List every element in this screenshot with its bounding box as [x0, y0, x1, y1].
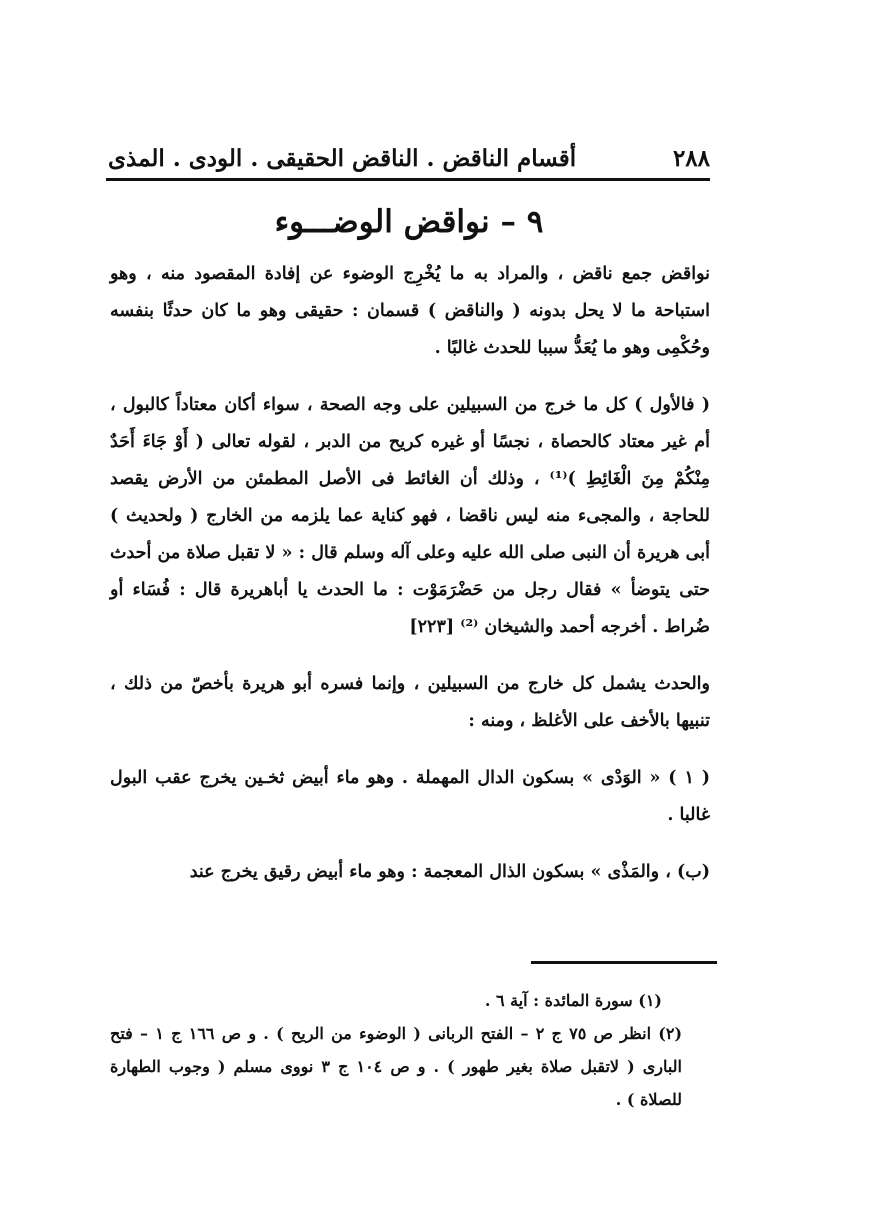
footnote-divider: [531, 961, 717, 964]
paragraph-madhy: (ب) ، والمَذْى » بسكون الذال المعجمة : وهو ماء أبيض رقيق يخرج عند: [189, 862, 710, 882]
chapter-title: ٩ – نواقض الوضـــوء: [274, 204, 544, 240]
paragraph-definition: نواقض جمع ناقض ، والمراد به ما يُخْرِج الوضوء عن إفادة المقصود منه ، وهو استباحة ما لا يحل بدونه ( والناقض ) قسمان : حقيقى وهو ما كان حدثًا بنفسه وحُكْمِى وهو ما يُعَدُّ سببا للحدث غالبًا .: [110, 264, 710, 358]
footnote-1: (١) سورة المائدة : آية ٦ .: [484, 991, 662, 1010]
running-title: أقسام الناقض . الناقض الحقيقى . الودى . المذى: [108, 144, 577, 172]
footnotes: [110, 984, 710, 1116]
running-header: [108, 138, 710, 178]
body-text: [110, 256, 710, 891]
footnote-2: (٢) انظر ص ٧٥ ج ٢ – الفتح الربانى ( الوضوء من الريح ) . و ص ١٦٦ ج ١ – فتح البارى ( لاتقبل صلاة بغير طهور ) . و ص ١٠٤ ج ٣ نووى مسلم ( وجوب الطهارة للصلاة ) .: [110, 1024, 683, 1109]
paragraph-wady: ( ١ ) « الوَدْى » بسكون الدال المهملة . وهو ماء أبيض ثخـين يخرج عقب البول غالبا .: [110, 768, 711, 825]
page-number: ٢٨٨: [672, 144, 710, 172]
header-divider: [106, 178, 710, 181]
paragraph-first-type: ( فالأول ) كل ما خرج من السبيلين على وجه الصحة ، سواء أكان معتاداً كالبول ، أم غير معتاد كالحصاة ، نجسًا أو غيره كريح من الدبر ، لقوله تعالى ( أَوْ جَاءَ أَحَدٌ مِنْكُمْ مِنَ الْغَائِطِ )⁽¹⁾ ، وذلك أن الغائط فى الأصل المطمئن من الأرض يقصد للحاجة ، والمجىء منه ليس ناقضا ، فهو كناية عما يلزمه من الخارج ( ولحديث ) أبى هريرة أن النبى صلى الله عليه وعلى آله وسلم قال : « لا تقبل صلاة من أحدث حتى يتوضأ » فقال رجل من حَضْرَمَوْت : ما الحدث يا أباهريرة قال : فُسَاء أو ضُراط . أخرجه أحمد والشيخان ⁽²⁾ [٢٢٣]: [110, 395, 710, 637]
paragraph-hadath: والحدث يشمل كل خارج من السبيلين ، وإنما فسره أبو هريرة بأخصّ من ذلك ، تنبيها بالأخف على الأغلظ ، ومنه :: [110, 674, 710, 731]
